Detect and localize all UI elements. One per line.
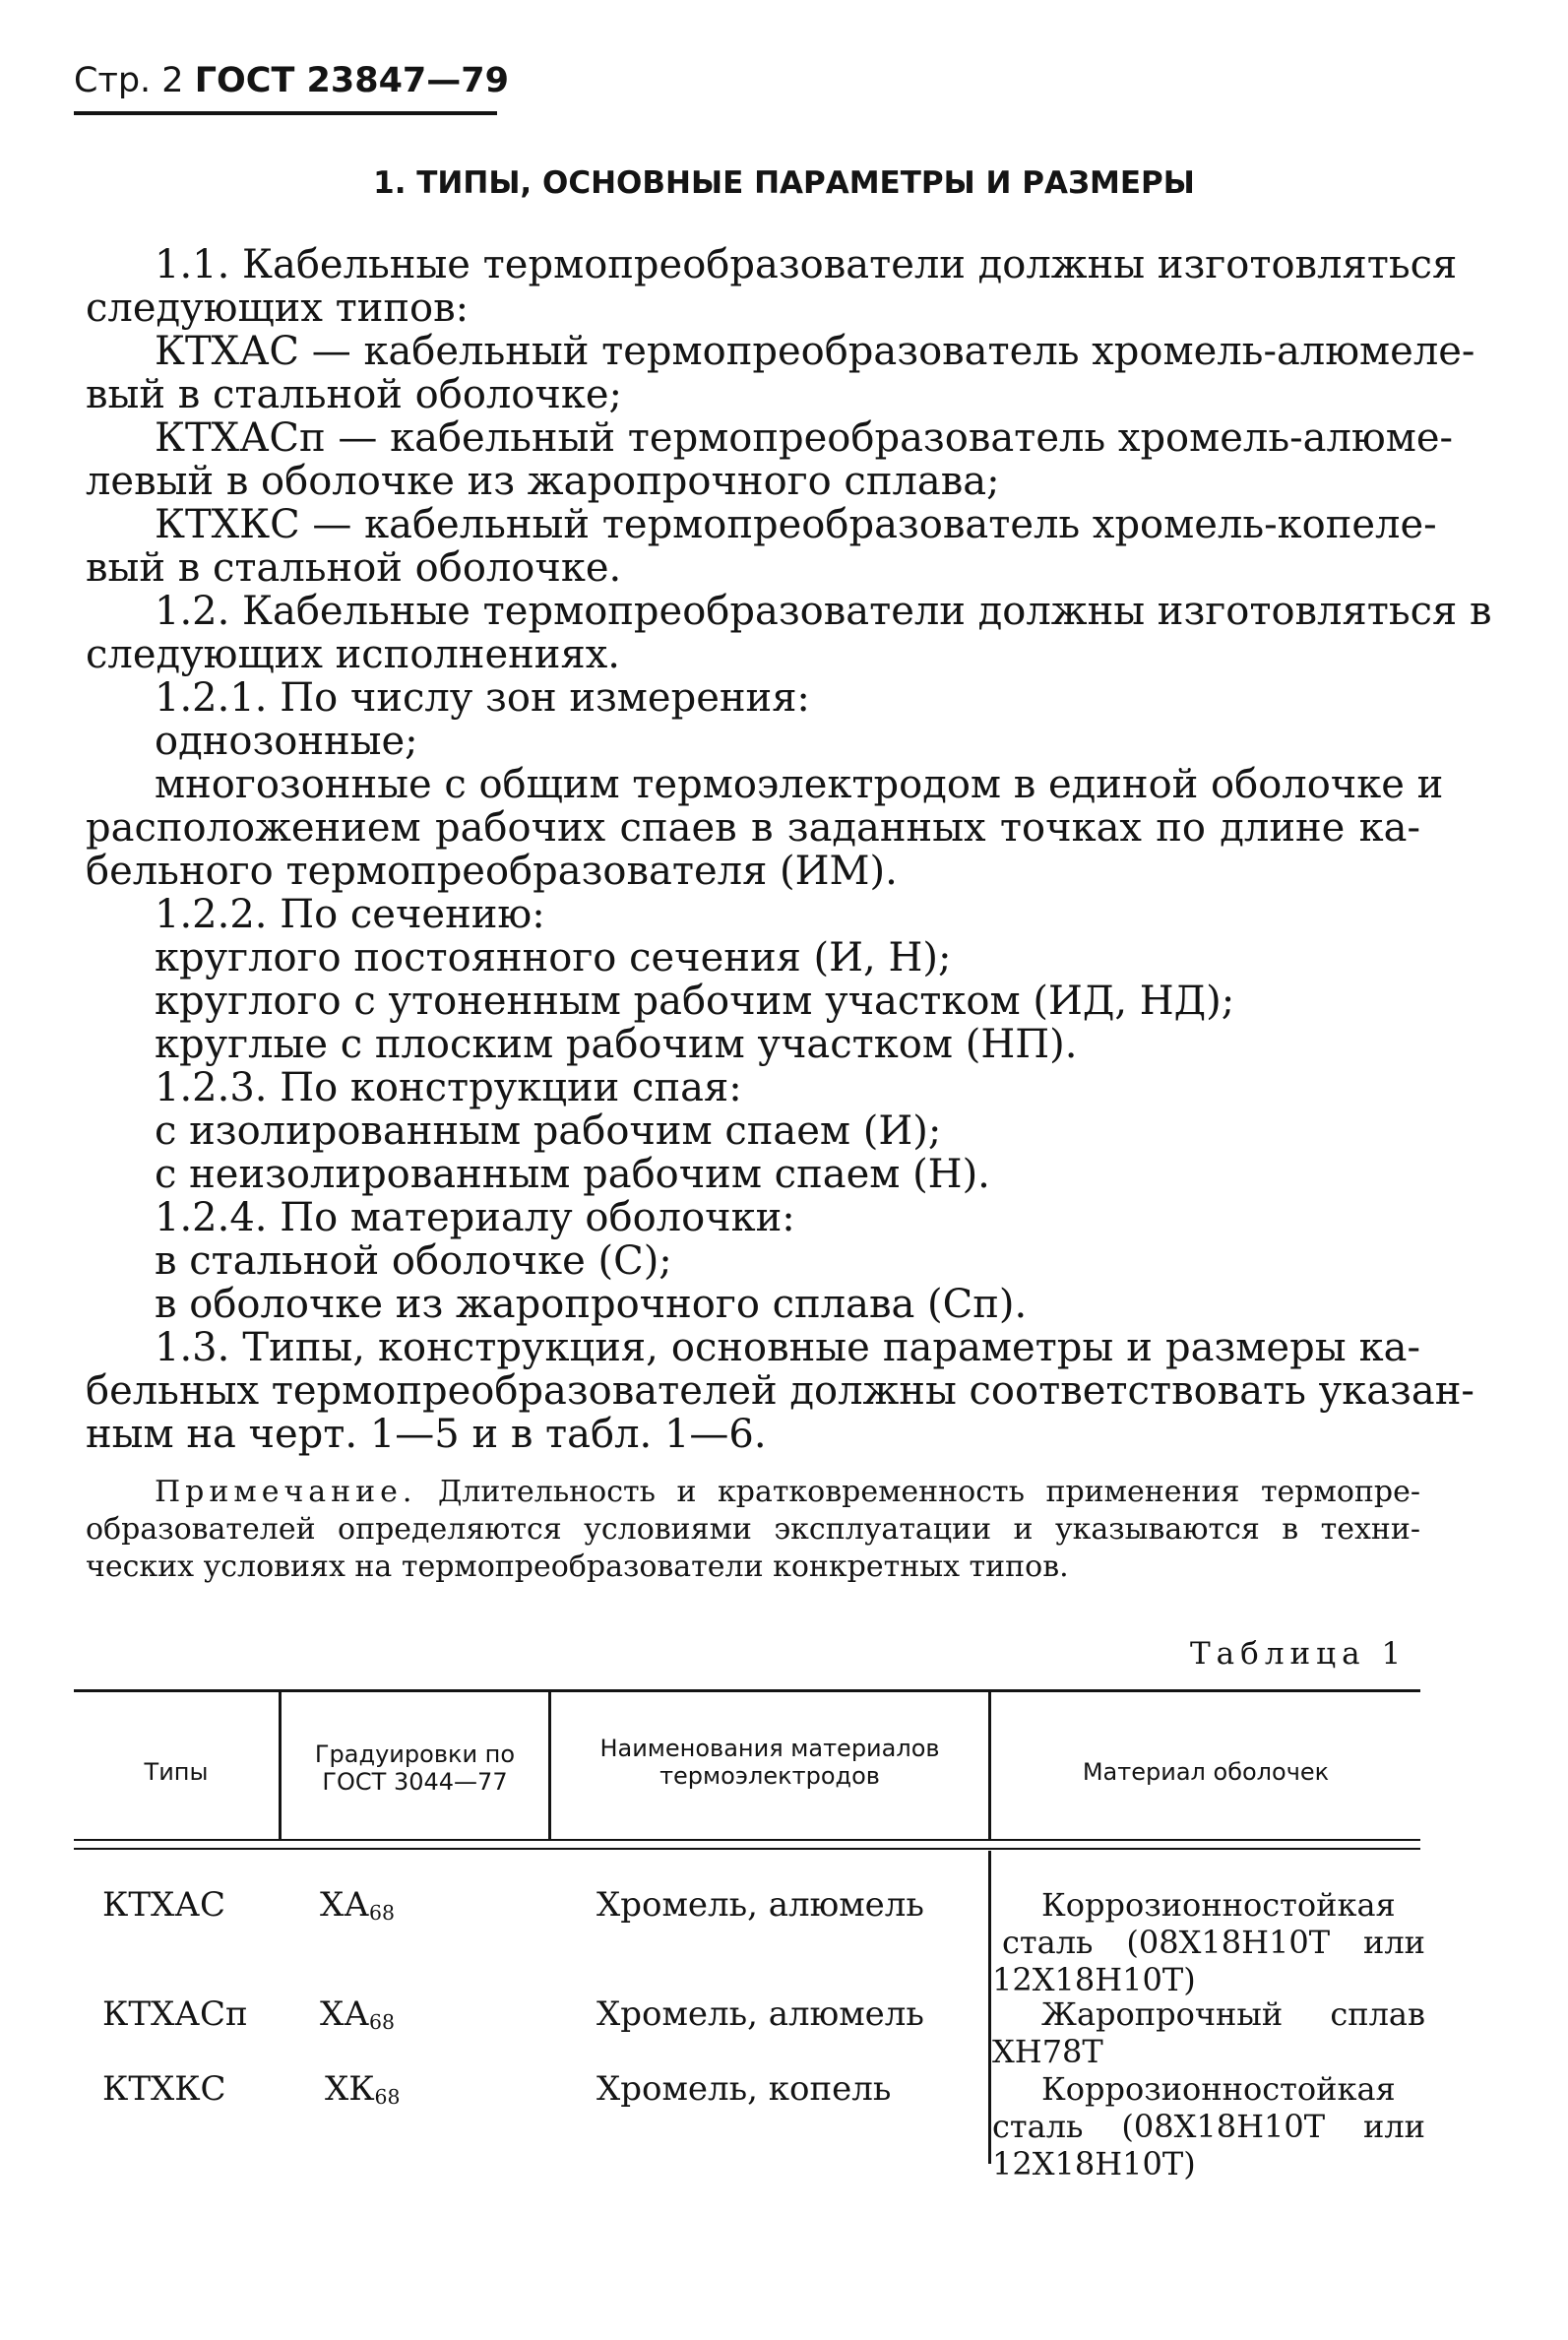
- paragraph-line: круглого с утоненным рабочим участком (ИД, НД);: [155, 979, 1235, 1024]
- paragraph-line: 1.3. Типы, конструкция, основные параметры и размеры ка-: [155, 1325, 1420, 1370]
- header-rule: [74, 111, 497, 115]
- table-cell-type: КТХКС: [102, 2069, 226, 2109]
- paragraph-line: 1.2.3. По конструкции спая:: [155, 1065, 742, 1110]
- column-header-types: Типы: [144, 1758, 209, 1786]
- table-cell-sheath: Коррозионностойкая сталь (08Х18Н10Т или 12Х18Н10Т): [992, 2070, 1425, 2182]
- table-cell-materials: Хромель, копель: [596, 2069, 892, 2109]
- table-top-rule: [74, 1689, 1420, 1692]
- table-cell-type: КТХАСп: [102, 1994, 248, 2034]
- column-header-gradation: Градуировки по ГОСТ 3044—77: [314, 1740, 516, 1796]
- paragraph-line: с неизолированным рабочим спаем (Н).: [155, 1152, 990, 1197]
- table-header-rule: [74, 1848, 1420, 1850]
- note-line: образователей определяются условиями эксплуатации и указываются в техни-: [86, 1512, 1420, 1547]
- paragraph-line: круглого постоянного сечения (И, Н);: [155, 935, 952, 980]
- paragraph-line: КТХАСп — кабельный термопреобразователь хромель-алюме-: [155, 415, 1454, 461]
- table-cell-materials: Хромель, алюмель: [596, 1885, 924, 1925]
- paragraph-line: КТХКС — кабельный термопреобразователь хромель-копеле-: [155, 502, 1437, 547]
- paragraph-line: бельного термопреобразователя (ИМ).: [86, 849, 898, 894]
- paragraph-line: круглые с плоским рабочим участком (НП).: [155, 1022, 1078, 1067]
- paragraph-line: 1.2.4. По материалу оболочки:: [155, 1195, 795, 1240]
- table-cell-gradation: $ХК_{68}$: [325, 2069, 401, 2109]
- paragraph-line: вый в стальной оболочке;: [86, 372, 622, 417]
- paragraph-line: левый в оболочке из жаропрочного сплава;: [86, 459, 1000, 504]
- paragraph-line: 1.1. Кабельные термопреобразователи должны изготовляться: [155, 242, 1458, 287]
- paragraph-line: следующих типов:: [86, 285, 470, 331]
- paragraph-line: вый в стальной оболочке.: [86, 545, 622, 591]
- page-number: Стр. 2: [74, 61, 184, 100]
- table-header-rule: [74, 1839, 1420, 1841]
- paragraph-line: в оболочке из жаропрочного сплава (Сп).: [155, 1282, 1028, 1327]
- table-cell-gradation: $ХА_{68}$: [320, 1994, 395, 2034]
- paragraph-line: в стальной оболочке (С);: [155, 1238, 672, 1284]
- paragraph-line: многозонные с общим термоэлектродом в единой оболочке и: [155, 762, 1444, 807]
- page-header: [74, 61, 509, 100]
- column-header-sheath: Материал оболочек: [1082, 1758, 1330, 1786]
- section-title: 1. ТИПЫ, ОСНОВНЫЕ ПАРАМЕТРЫ И РАЗМЕРЫ: [373, 165, 1195, 201]
- paragraph-line: 1.2. Кабельные термопреобразователи должны изготовляться в: [155, 589, 1492, 634]
- note-label: Примечание.: [155, 1475, 417, 1509]
- paragraph-line: следующих исполнениях.: [86, 632, 620, 677]
- table-cell-sheath: Жаропрочный сплав ХН78Т: [992, 1995, 1425, 2070]
- column-divider: [988, 1851, 991, 2164]
- paragraph-line: 1.2.1. По числу зон измерения:: [155, 675, 810, 721]
- paragraph-line: расположением рабочих спаев в заданных точках по длине ка-: [86, 805, 1420, 851]
- paragraph-line: 1.2.2. По сечению:: [155, 892, 545, 937]
- paragraph-line: КТХАС — кабельный термопреобразователь хромель-алюмеле-: [155, 329, 1475, 374]
- standard-number: ГОСТ 23847—79: [194, 61, 509, 100]
- table-cell-sheath: Коррозионностойкая сталь (08Х18Н10Т или 12Х18Н10Т): [992, 1886, 1425, 1998]
- table-cell-gradation: $ХА_{68}$: [320, 1885, 395, 1925]
- table-caption: Таблица 1: [1190, 1636, 1408, 1672]
- paragraph-line: с изолированным рабочим спаем (И);: [155, 1108, 942, 1154]
- paragraph-line: однозонные;: [155, 719, 418, 764]
- table-cell-materials: Хромель, алюмель: [596, 1994, 924, 2034]
- paragraph-line: ным на черт. 1—5 и в табл. 1—6.: [86, 1412, 767, 1457]
- table-cell-type: КТХАС: [102, 1885, 225, 1925]
- column-header-materials: Наименования материалов термоэлектродов: [599, 1735, 940, 1790]
- note-line: Примечание. Длительность и кратковременность применения термопре-: [155, 1475, 1420, 1509]
- note-line: ческих условиях на термопреобразователи конкретных типов.: [86, 1549, 1069, 1584]
- paragraph-line: бельных термопреобразователей должны соответствовать указан-: [86, 1368, 1474, 1414]
